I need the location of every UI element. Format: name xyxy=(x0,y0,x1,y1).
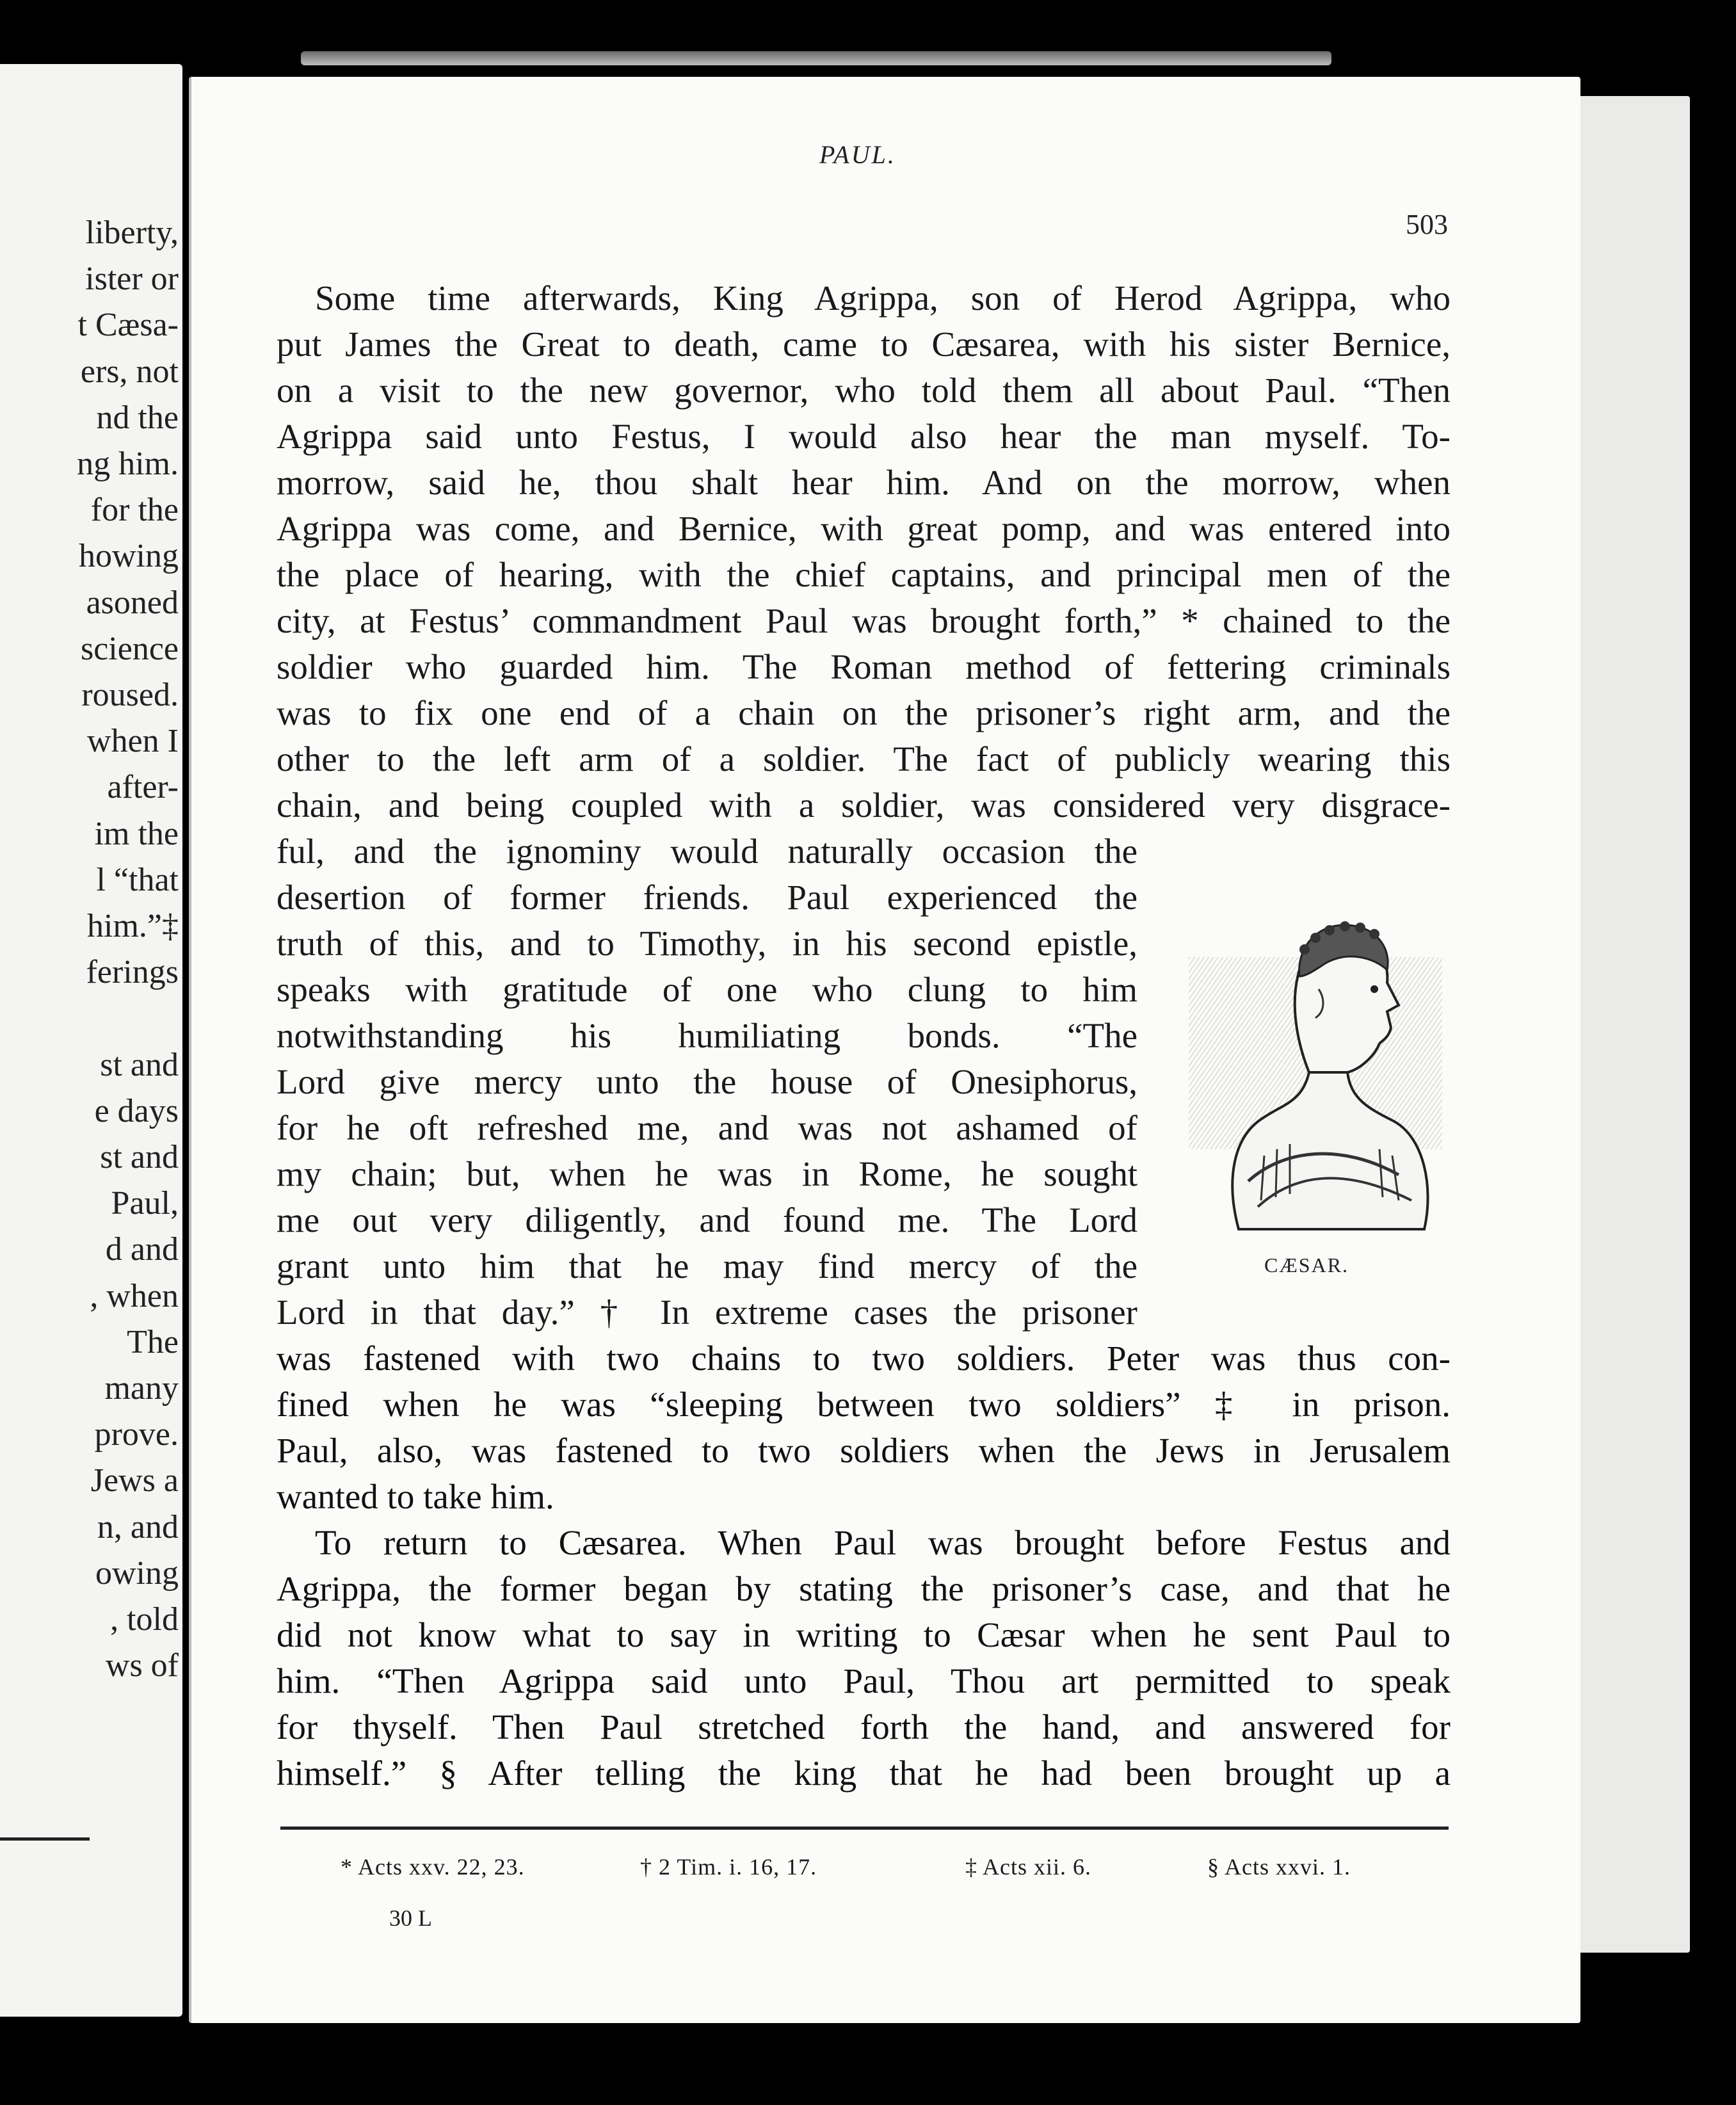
text-line: put James the Great to death, came to Cæsarea, with his sister Bernice, xyxy=(277,325,1451,364)
facing-page-line: ng him. xyxy=(77,446,179,482)
facing-page-line: ister or xyxy=(85,261,179,298)
text-line: desertion of former friends. Paul experienced the xyxy=(277,878,1137,917)
facing-page-line: nd the xyxy=(96,399,179,436)
facing-page-line: The xyxy=(127,1323,179,1360)
text-line: Some time afterwards, King Agrippa, son of Herod Agrippa, who xyxy=(315,278,1451,318)
text-line: for thyself. Then Paul stretched forth the hand, and answered for xyxy=(277,1707,1451,1746)
text-line: other to the left arm of a soldier. The fact of publicly wearing this xyxy=(277,739,1451,778)
facing-page-line: , when xyxy=(90,1277,179,1314)
footnote: * Acts xxv. 22, 23. xyxy=(341,1854,525,1880)
text-line: chain, and being coupled with a soldier, was considered very disgrace- xyxy=(277,786,1451,825)
facing-page-line: , told xyxy=(110,1601,179,1638)
footnote: ‡ Acts xii. 6. xyxy=(965,1854,1092,1880)
facing-page-line: science xyxy=(80,630,179,667)
facing-page-line: ws of xyxy=(105,1647,179,1684)
facing-page-line: owing xyxy=(95,1554,179,1592)
next-page-edge xyxy=(1575,96,1690,1953)
text-line: Agrippa, the former began by stating the prisoner’s case, and that he xyxy=(277,1569,1451,1608)
facing-page-line: Paul, xyxy=(111,1185,179,1222)
facing-page-line: e days xyxy=(94,1092,179,1129)
facing-page-line: howing xyxy=(79,538,179,575)
facing-page-line: ferings xyxy=(86,954,179,991)
text-line: morrow, said he, thou shalt hear him. And on the morrow, when xyxy=(277,463,1451,502)
text-line: did not know what to say in writing to Cæsar when he sent Paul to xyxy=(277,1615,1451,1654)
text-line: grant unto him that he may find mercy of the xyxy=(277,1246,1137,1286)
facing-page-line: d and xyxy=(105,1231,179,1268)
text-line: speaks with gratitude of one who clung to him xyxy=(277,970,1137,1009)
text-line: himself.” § After telling the king that he had been brought up a xyxy=(277,1754,1451,1793)
text-line: ful, and the ignominy would naturally occasion the xyxy=(277,832,1137,871)
facing-page-line: prove. xyxy=(94,1416,179,1453)
text-line: Paul, also, was fastened to two soldiers when the Jews in Jerusalem xyxy=(277,1431,1451,1470)
page-number: 503 xyxy=(1406,209,1448,240)
text-line: was fastened with two chains to two soldiers. Peter was thus con- xyxy=(277,1339,1451,1378)
text-line: my chain; but, when he was in Rome, he sought xyxy=(277,1154,1137,1193)
facing-page-line: st and xyxy=(100,1046,179,1083)
figure-caption: CÆSAR. xyxy=(1264,1254,1349,1277)
facing-page-line: l “that xyxy=(96,861,179,898)
facing-page-line: t Cæsa- xyxy=(77,307,179,344)
facing-page-line: Jews a xyxy=(90,1462,179,1499)
text-line: Lord give mercy unto the house of Onesiphorus, xyxy=(277,1062,1137,1101)
text-line: notwithstanding his humiliating bonds. “The xyxy=(277,1016,1137,1055)
facing-page-line: many xyxy=(104,1370,179,1407)
signature-mark: 30 L xyxy=(389,1905,432,1931)
text-line: soldier who guarded him. The Roman method of fettering criminals xyxy=(277,647,1451,686)
facing-page-line: after- xyxy=(107,769,179,806)
facing-page-line: n, and xyxy=(97,1508,179,1545)
text-line: wanted to take him. xyxy=(277,1477,554,1516)
facing-page-rule xyxy=(0,1837,90,1841)
text-line: Lord in that day.” † In extreme cases the prisoner xyxy=(277,1293,1137,1332)
running-title: PAUL. xyxy=(819,140,896,169)
facing-page-line: asoned xyxy=(86,584,179,621)
facing-page-line: im the xyxy=(94,815,179,852)
facing-page-line: liberty, xyxy=(85,214,179,251)
facing-page-line: roused. xyxy=(81,677,179,713)
text-line: Agrippa said unto Festus, I would also hear the man myself. To- xyxy=(277,417,1451,456)
text-line: the place of hearing, with the chief captains, and principal men of the xyxy=(277,555,1451,594)
footnote: § Acts xxvi. 1. xyxy=(1207,1854,1351,1880)
text-line: for he oft refreshed me, and was not ashamed of xyxy=(277,1108,1137,1147)
text-line: To return to Cæsarea. When Paul was brought before Festus and xyxy=(315,1523,1451,1562)
facing-page-line: ers, not xyxy=(80,353,179,390)
facing-page-line: st and xyxy=(100,1139,179,1175)
facing-page-line: for the xyxy=(90,492,179,529)
footnote-divider xyxy=(280,1827,1449,1830)
facing-page-fragment xyxy=(0,64,182,2017)
text-line: on a visit to the new governor, who told them all about Paul. “Then xyxy=(277,371,1451,410)
text-line: city, at Festus’ commandment Paul was brought forth,” * chained to the xyxy=(277,601,1451,640)
page-top-shadow xyxy=(301,51,1331,65)
text-line: was to fix one end of a chain on the prisoner’s right arm, and the xyxy=(277,693,1451,732)
text-line: me out very diligently, and found me. The Lord xyxy=(277,1200,1137,1239)
text-line: fined when he was “sleeping between two soldiers” ‡ in prison. xyxy=(277,1385,1451,1424)
facing-page-line: him.”‡ xyxy=(87,908,179,944)
text-line: him. “Then Agrippa said unto Paul, Thou art permitted to speak xyxy=(277,1661,1451,1700)
text-line: truth of this, and to Timothy, in his second epistle, xyxy=(277,924,1137,963)
caesar-bust-illustration xyxy=(1187,880,1443,1236)
footnote: † 2 Tim. i. 16, 17. xyxy=(640,1854,817,1880)
text-line: Agrippa was come, and Bernice, with great pomp, and was entered into xyxy=(277,509,1451,548)
facing-page-line: when I xyxy=(87,723,179,760)
